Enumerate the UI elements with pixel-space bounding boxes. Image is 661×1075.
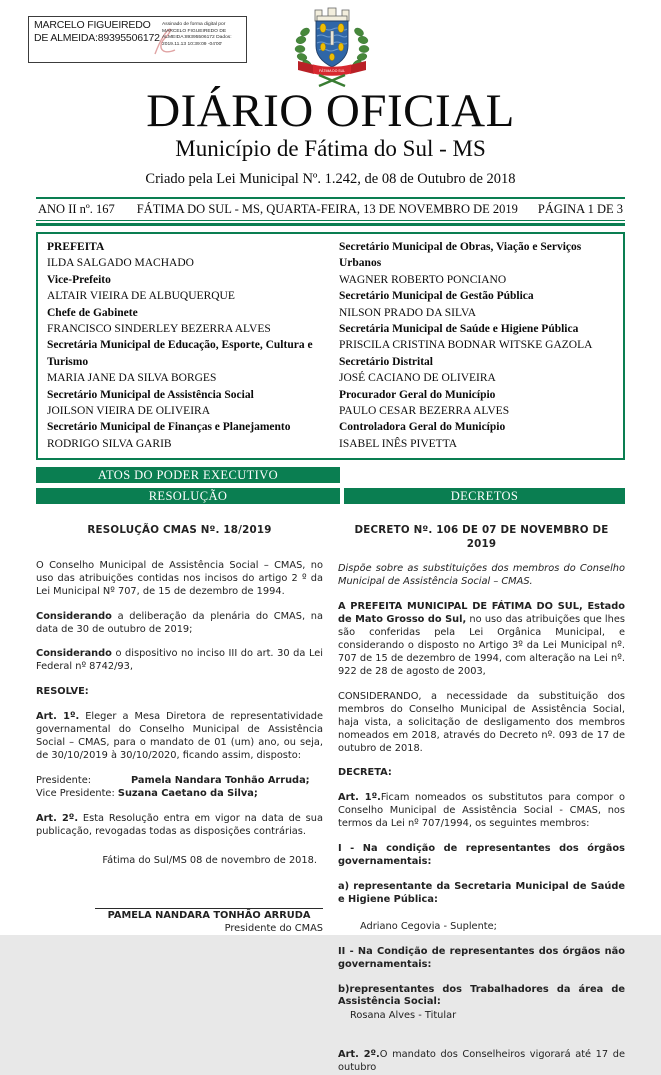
section-bar-decretos: DECRETOS	[344, 488, 625, 504]
decree-item-i: I - Na condição de representantes dos órgãos governamentais:	[338, 843, 625, 868]
official-entry	[339, 239, 615, 288]
official-title: Controladora Geral do Município	[339, 421, 506, 434]
official-entry	[339, 419, 615, 452]
digital-signature-stamp	[28, 16, 247, 63]
official-title: Chefe de Gabinete	[47, 306, 138, 319]
svg-text:FÁTIMA DO SUL: FÁTIMA DO SUL	[319, 69, 345, 73]
official-name: ILDA SALGADO MACHADO	[47, 257, 194, 270]
section-bar-resolucao: RESOLUÇÃO	[36, 488, 340, 504]
article-text: O mandato dos Conselheiros vigorará até 17 de outubro	[338, 1049, 625, 1074]
date-place-line: Fátima do Sul/MS 08 de novembro de 2018.	[102, 854, 317, 866]
decree-item-ii: II - Na Condição de representantes dos órgãos não governamentais:	[338, 945, 625, 970]
official-entry	[47, 337, 323, 386]
decree-summary: Dispõe sobre as substituições dos membros do Conselho Municipal de Assistência Social – CMAS.	[338, 563, 625, 588]
decree-item-b: b)representantes dos Trabalhadores da área de Assistência Social:	[338, 983, 625, 1008]
decreta-label: DECRETA:	[338, 767, 392, 779]
decree-column	[338, 504, 625, 1075]
official-title: Secretário Municipal de Finanças e Planejamento	[47, 421, 291, 434]
prefeita-lead: A PREFEITA MUNICIPAL DE FÁTIMA DO SUL, Estado de Mato Grosso do Sul,	[338, 601, 625, 626]
official-title: Procurador Geral do Município	[339, 388, 496, 401]
article-text: Esta Resolução entra em vigor na data de sua publicação, revogadas todas as disposições contrárias.	[36, 812, 323, 837]
resolve-label: RESOLVE:	[36, 686, 89, 698]
officials-column-left	[47, 239, 323, 452]
section-bars-row	[36, 488, 625, 504]
official-title: Vice-Prefeito	[47, 273, 111, 286]
official-title: Secretário Municipal de Gestão Pública	[339, 290, 534, 303]
official-title: Secretário Municipal de Obras, Viação e Serviços Urbanos	[339, 241, 582, 270]
vice-president-label: Vice Presidente:	[36, 787, 118, 799]
official-name: NILSON PRADO DA SILVA	[339, 306, 477, 319]
official-name: ISABEL INÊS PIVETTA	[339, 437, 458, 450]
resolution-heading: RESOLUÇÃO CMAS Nº. 18/2019	[87, 524, 272, 537]
official-entry	[339, 321, 615, 354]
official-name: JOILSON VIEIRA DE OLIVEIRA	[47, 405, 211, 418]
official-name: ALTAIR VIEIRA DE ALBUQUERQUE	[47, 290, 235, 303]
official-entry	[339, 354, 615, 387]
official-entry	[47, 239, 323, 272]
decree-paragraph: CONSIDERANDO, a necessidade da substituição dos membros do Conselho Municipal de Assistência Social, haja vista, a solicitação de desligamento dos membros nomeados em 2018, através do Decreto nº. 093 de 17 de outubro de 2018.	[338, 690, 625, 754]
official-name: RODRIGO SILVA GARIB	[47, 437, 172, 450]
resolution-paragraph	[36, 611, 323, 637]
official-title: PREFEITA	[47, 241, 105, 253]
official-name: MARIA JANE DA SILVA BORGES	[47, 372, 217, 385]
issue-date: FÁTIMA DO SUL - MS, QUARTA-FEIRA, 13 DE NOVEMBRO DE 2019	[136, 202, 518, 216]
decree-article-2	[338, 1049, 625, 1075]
article-lead: Art. 1º.	[338, 792, 381, 804]
decree-heading: DECRETO Nº. 106 DE 07 DE NOVEMBRO DE 2019	[354, 524, 609, 550]
gazette-subtitle: Município de Fátima do Sul - MS	[175, 136, 486, 161]
signature-details: Assinado de forma digital por MARCELO FIGUEIREDO DE ALMEIDA:89395506172 Dados: 2019.11.13 10:39:09 -04'00'	[162, 22, 232, 47]
official-name: FRANCISCO SINDERLEY BEZERRA ALVES	[47, 323, 271, 336]
officials-column-right	[339, 239, 615, 452]
official-entry	[339, 387, 615, 420]
official-entry	[339, 288, 615, 321]
resolution-column	[36, 504, 323, 1075]
official-entry	[47, 387, 323, 420]
dateline-bar	[36, 197, 625, 221]
vice-president-line	[36, 788, 323, 801]
official-title: Secretário Municipal de Assistência Social	[47, 388, 254, 401]
official-title: Secretária Municipal de Educação, Esporte, Cultura e Turismo	[47, 339, 313, 368]
page-indicator: PÁGINA 1 DE 3	[537, 202, 623, 216]
green-rule	[36, 223, 625, 226]
signature-line	[95, 908, 323, 909]
officials-directory	[36, 232, 625, 460]
resolution-paragraph	[36, 648, 323, 674]
considerando-lead: Considerando	[36, 610, 112, 622]
official-title: Secretária Municipal de Saúde e Higiene Pública	[339, 323, 579, 336]
article-lead: Art. 2º.	[338, 1049, 380, 1061]
member-line: Rosana Alves - Titular	[350, 1010, 457, 1022]
president-label: Presidente:	[36, 774, 92, 786]
considerando-lead: Considerando	[36, 648, 112, 660]
edition-number: ANO II nº. 167	[38, 202, 115, 216]
prefeita-text: no uso das atribuições que lhes são conferidas pela Lei Orgânica Municipal, e considerando o disposto no Artigo 3º da Lei Municipal nº. 707 de 15 de dezembro de 1994, com alteração na Lei nº. 922 de 28 de agosto de 2003,	[338, 614, 625, 677]
considerando-text: o dispositivo no inciso III do art. 30 da Lei Federal nº 8742/93,	[36, 648, 323, 673]
official-name: PAULO CESAR BEZERRA ALVES	[339, 405, 510, 418]
official-name: WAGNER ROBERTO PONCIANO	[339, 273, 507, 286]
signature-block	[95, 908, 323, 937]
president-name: Pamela Nandara Tonhão Arruda;	[131, 774, 310, 786]
gazette-title: DIÁRIO OFICIAL	[146, 85, 515, 137]
resolution-article-1	[36, 711, 323, 763]
article-lead: Art. 2º.	[36, 812, 79, 824]
article-text: Ficam nomeados os substitutos para compor o Conselho Municipal de Assistência Social - CMAS, nos termos da Lei nº 707/1994, os seguintes membros:	[338, 792, 626, 830]
official-name: PRISCILA CRISTINA BODNAR WITSKE GAZOLA	[339, 339, 593, 352]
signatory-name: PAMELA NANDARA TONHÃO ARRUDA	[107, 909, 311, 921]
body-columns	[36, 504, 625, 1075]
member-line: Adriano Cegovia - Suplente;	[360, 920, 497, 932]
decree-item-a: a) representante da Secretaria Municipal de Saúde e Higiene Pública:	[338, 880, 625, 905]
official-entry	[47, 272, 323, 305]
section-bar-atos-poder-executivo: ATOS DO PODER EXECUTIVO	[36, 467, 340, 483]
vice-president-name: Suzana Caetano da Silva;	[117, 787, 258, 799]
official-entry	[47, 419, 323, 452]
decree-article-1	[338, 792, 625, 831]
article-text: Eleger a Mesa Diretora de representatividade governamental do Conselho Municipal de Assistência Social – CMAS, para o mandato de 01 (um) ano, ou seja, de 30/10/2019 à 30/10/2020, ficando assim, disposto:	[36, 711, 323, 761]
municipal-coat-of-arms-icon	[288, 3, 376, 89]
article-lead: Art. 1º.	[36, 711, 80, 723]
official-title: Secretário Distrital	[339, 355, 433, 368]
president-line	[36, 775, 323, 788]
official-name: JOSÉ CACIANO DE OLIVEIRA	[339, 372, 496, 385]
signatory-role: Presidente do CMAS	[224, 923, 323, 935]
considerando-text: a deliberação da plenária do CMAS, na data de 30 de outubro de 2019;	[36, 610, 323, 635]
gazette-created-by: Criado pela Lei Municipal Nº. 1.242, de 08 de Outubro de 2018	[145, 171, 516, 187]
resolution-article-2	[36, 813, 323, 839]
resolution-paragraph: O Conselho Municipal de Assistência Social – CMAS, no uso das atribuições contidas nos incisos do artigo 2 º da Lei Municipal Nº 707, de 15 de dezembro de 1994.	[36, 559, 323, 597]
decree-paragraph	[338, 601, 625, 679]
signer-name: MARCELO FIGUEIREDO DE ALMEIDA:89395506172	[34, 19, 160, 45]
official-entry	[47, 305, 323, 338]
